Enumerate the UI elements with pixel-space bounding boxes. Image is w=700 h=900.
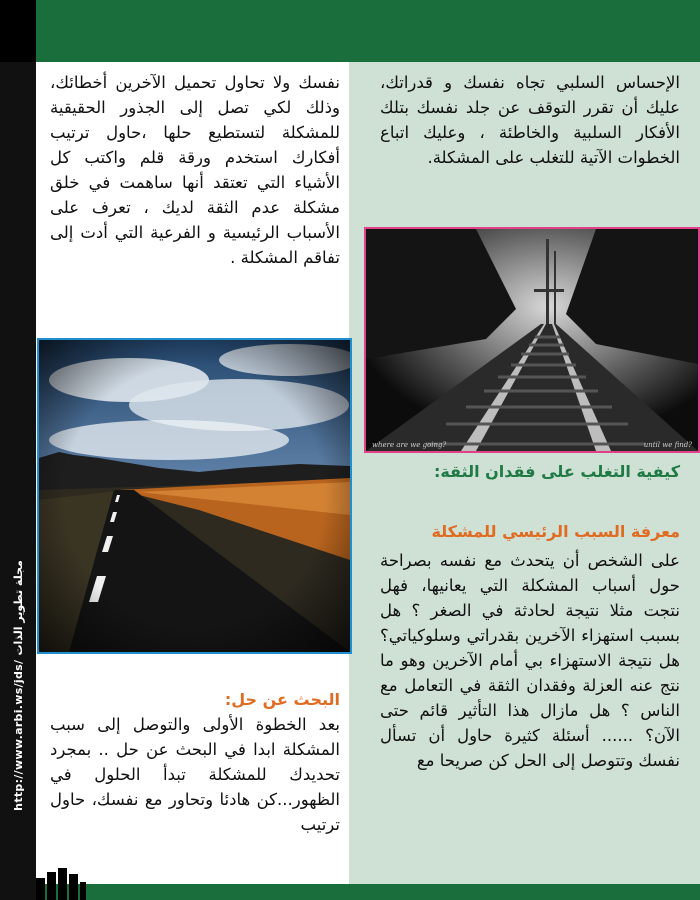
intro-paragraph: الإحساس السلبي تجاه نفسك و قدراتك، عليك أن تقرر التوقف عن جلد نفسك بتلك الأفكار السلبية والخاطئة ، وعليك اتباع الخطوات الآتية للتغلب على المشكلة. (380, 73, 680, 167)
right-intro-text (380, 70, 680, 170)
railroad-photo (364, 227, 700, 453)
section-heading-overcome: كيفية التغلب على فقدان الثقة: (433, 462, 680, 481)
subheading-root-cause: معرفة السبب الرئيسي للمشكلة (431, 522, 680, 541)
left-top-text (50, 70, 340, 270)
rail-caption-left: where are we going? (372, 441, 447, 449)
left-bottom-text (50, 712, 340, 837)
right-column-panel (349, 62, 700, 900)
bottom-green-bar (36, 884, 700, 900)
left-top-paragraph: نفسك ولا تحاول تحميل الآخرين أخطائك، وذلك لكي تصل إلى الجذور الحقيقية للمشكلة لتستطيع حلها ،حاول ترتيب أفكارك استخدم ورقة قلم واكتب كل الأشياء التي تعتقد أنها ساهمت في خلق مشكلة عدم الثقة لديك ، تعرف على الأسباب الرئيسية و الفرعية التي أدت إلى تفاقم المشكلة . (50, 73, 340, 267)
railroad-image (366, 229, 698, 451)
road-photo (37, 338, 352, 654)
left-bottom-paragraph: بعد الخطوة الأولى والتوصل إلى سبب المشكلة ابدا في البحث عن حل .. بمجرد تحديدك للمشكلة تبدأ الحلول في الظهور...كن هادئا وتحاور مع نفسك، حاول ترتيب (50, 715, 340, 834)
rail-caption-right: until we find? (643, 441, 692, 449)
top-green-banner (36, 0, 700, 62)
sidebar-url-text: http://www.arbi.ws/jds/ مجلة تطوير الذات (11, 559, 25, 811)
body-paragraph: على الشخص أن يتحدث مع نفسه بصراحة حول أسباب المشكلة التي يعانيها، فهل نتجت مثلا نتيجة لحادثة في الصغر ؟ هل بسبب استهزاء الآخرين بقدراتي وسلوكياتي؟ هل نتيجة الاستهزاء بي أمام الآخرين وهو ما نتج عنه العزلة وفقدان الثقة في التعامل مع الناس ؟ هل مازال هذا التأثير قائم حتى الآن؟ ...... أسئلة كثيرة حاول أن تسأل نفسك وتتوصل إلى الحل كن صريحا مع (380, 551, 680, 770)
road-image (39, 340, 350, 652)
right-body-text (380, 548, 680, 773)
bottom-bar-graphic (36, 868, 86, 900)
top-black-block (0, 0, 36, 62)
sidebar-url (0, 480, 36, 890)
section-heading-solution: البحث عن حل: (224, 690, 340, 709)
